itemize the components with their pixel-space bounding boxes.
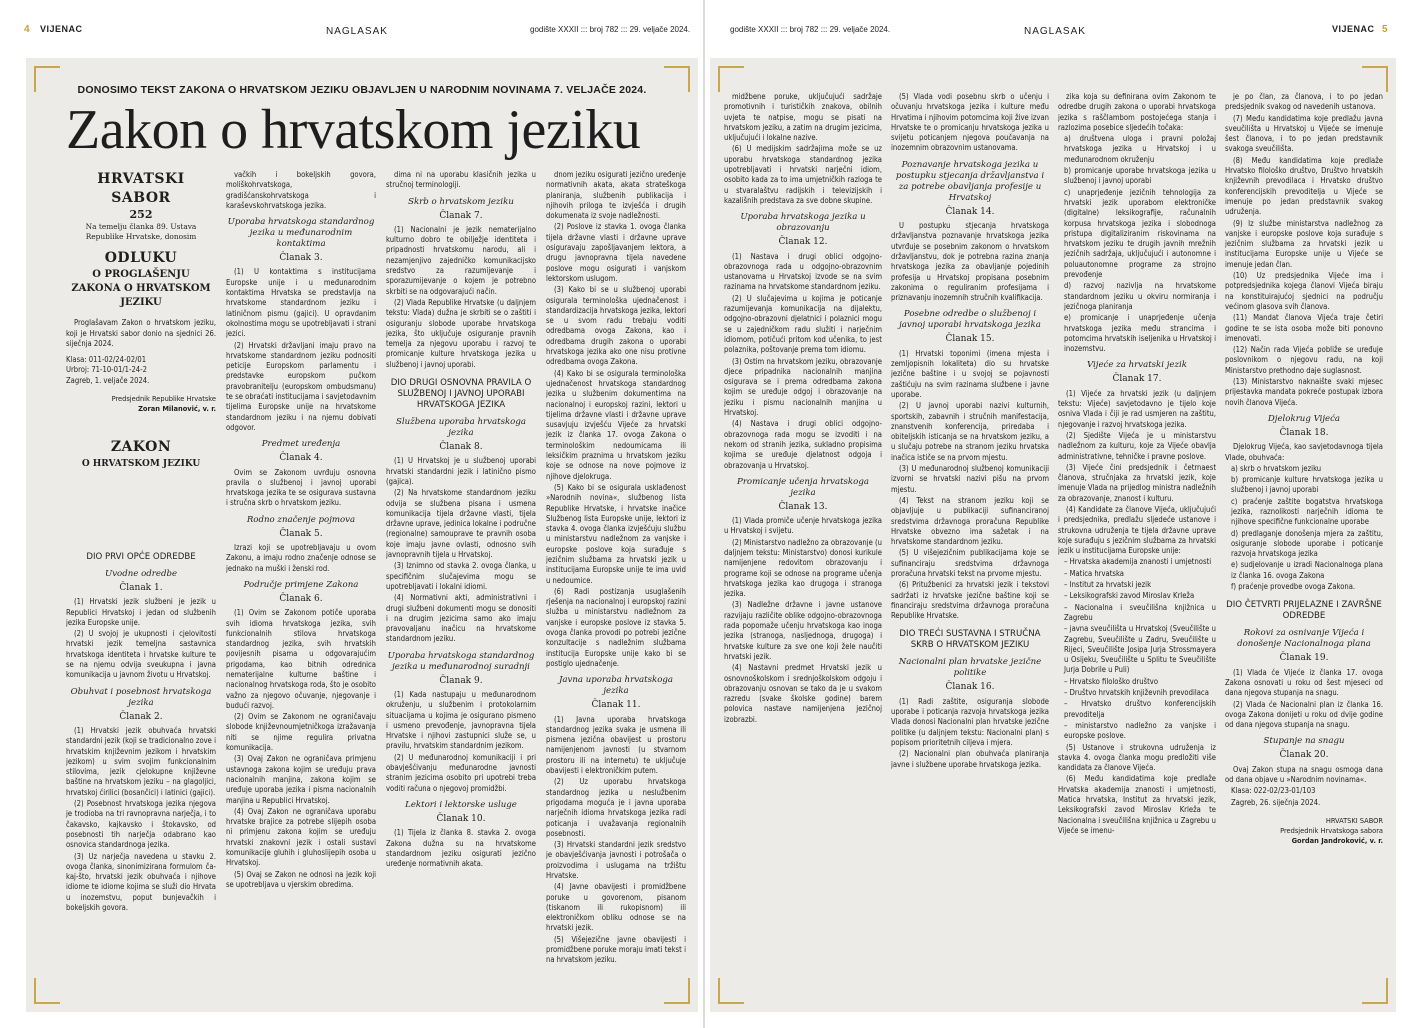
list-item: – ministarstvo nadležno za vanjske i europske poslove. — [1064, 720, 1216, 741]
sabor-block — [66, 170, 216, 580]
section-heading: Službena uporaba hrvatskoga jezika — [396, 417, 526, 439]
paragraph: (1) Nacionalni je jezik nematerijalno kulturno dobro te obilježje identiteta i pripadnosti hrvatskomu narodu, ali i nezamjenjivo zajedničko komunikacijsko sredstvo za razumijevanje i sporazumijevanje o kojem je potrebno skrbiti se na odgovarajući način. — [386, 224, 536, 296]
article-number: Članak 8. — [439, 442, 483, 453]
date: Zagreb, 1. veljače 2024. — [66, 375, 150, 385]
odluka-subheading: O PROGLAŠENJU ZAKONA O HRVATSKOM JEZIKU — [71, 269, 211, 309]
paragraph: (4) Nastava i drugi oblici odgojno-obrazovnoga rada mogu se izvoditi i na nekom od stranih jezika, sukladno propisima kojima se uređuje djelatnost odgoja i obrazovanja u Hrvatskoj. — [724, 419, 882, 470]
text-column-5 — [724, 92, 882, 1004]
ornament-corner — [34, 978, 60, 1004]
article-number: Članak 12. — [778, 237, 828, 248]
section-heading: Područje primjene Zakona — [243, 579, 359, 590]
paragraph: (4) Normativni akti, administrativni i drugi službeni dokumenti mogu se donositi i na drugim jezicima samo ako imaju pravovaljanu inačicu na hrvatskome standardnom jeziku. — [386, 593, 536, 644]
text-column-2 — [226, 170, 376, 1004]
article-number: Članak 4. — [279, 453, 323, 464]
paragraph: (1) Vijeće za hrvatski jezik (u daljnjem tekstu: Vijeće) savjetodavno je tijelo koje osniva Vlada i čiji je rad usmjeren na zaštitu, njegovanje i razvoj hrvatskoga jezika. — [1058, 388, 1216, 429]
paragraph: Izrazi koji se upotrebljavaju u ovom Zakonu, a imaju rodno značenje odnose se jednako na muški i ženski rod. — [226, 543, 376, 573]
paragraph: (4) Tekst na stranom jeziku koji se objavljuje u publikaciji sufinanciranoj sredstvima državnoga proračuna Republike Hrvatske obvezno ima sažetak i na hrvatskome standardnom jeziku. — [891, 495, 1049, 547]
section-heading: Uporaba hrvatskoga standardnog jezika u međunarodnim kontaktima — [227, 217, 375, 250]
paragraph: (4) Kako bi se osigurala terminološka ujednačenost hrvatskoga standardnog jezika u službenim dokumentima na nacionalnoj i europskoj razini, lektori u tijelima državne vlasti i državne uprave susavjuju izvješću Vijeće za hrvatski jezik iz članka 17. ovoga Zakona o terminološkim nedoumicama ili leksičkim praznima u hrvatskom jeziku koje se odnose na nove pojmove iz njihove djelokruga. — [546, 368, 686, 481]
urbroj: Urbroj: 71-10-01/1-24-2 — [66, 365, 147, 375]
page-header-left — [0, 0, 704, 44]
list-item: – Hrvatsko društvo konferencijskih prevoditelja — [1064, 699, 1216, 719]
section-heading: Rodno značenje pojmova — [246, 514, 356, 525]
list-item: c) praćenje zaštite bogatstva hrvatskoga jezika, raznolikosti narječnih idioma te njihove specifične funkcionalne uporabe — [1231, 496, 1383, 527]
article-number: Članak 14. — [945, 206, 995, 217]
section-heading: Posebne odredbe o službenoj i javnoj uporabi hrvatskoga jezika — [899, 309, 1041, 331]
section-heading: Poznavanje hrvatskoga jezika u postupku stjecanja državljanstva i za potrebe obavljanja profesije u Hrvatskoj — [895, 159, 1045, 203]
ornament-corner — [1362, 66, 1388, 92]
paragraph: (2) Uz uporabu hrvatskoga standardnog jezika u neslužbenim prigodama moguća je i javna uporaba narječnih idioma hrvatskoga jezika radi poticanja i uvažavanja regionalnih posebnosti. — [546, 777, 686, 838]
list-item: – Matica hrvatska — [1064, 568, 1124, 578]
page-number: 5 — [1382, 24, 1388, 35]
paragraph: (2) Hrvatski državljani imaju pravo na hrvatskome standardnom jeziku podnositi peticije Europskom parlamentu i predstavke europskom pučkom pravobranitelju (europskom ombudsmanu) te se obraćati institucijama i savjetodavnim tijelima Europske unije na hrvatskome standardnom jeziku i na njemu dobivati odgovor. — [226, 340, 376, 432]
masthead: VIJENAC — [40, 24, 83, 34]
article-number: Članak 19. — [1279, 653, 1329, 664]
list-item: e) sudjelovanje u izradi Nacionalnoga plana iz članka 16. ovoga Zakona — [1231, 560, 1383, 580]
page-fold — [703, 0, 705, 1028]
article-number: Članak 7. — [439, 210, 483, 221]
page-title: Zakon o hrvatskom jeziku — [66, 99, 641, 161]
paragraph: (1) Hrvatski toponimi (imena mjesta i zemljopisnih lokaliteta) dio su hrvatske jezične baštine i u svojoj se pojavnosti zaštićuju na svim razinama službene i javne uporabe. — [891, 348, 1049, 399]
section-heading: Djelokrug Vijeća — [1267, 413, 1341, 424]
article-number: Članak 17. — [1112, 374, 1162, 385]
section-label: NAGLASAK — [1024, 26, 1086, 37]
article-number: Članak 10. — [436, 813, 486, 824]
left-page-panel — [26, 58, 698, 1012]
paragraph: (3) Vijeće čini predsjednik i četrnaest članova, stručnjaka za hrvatski jezik, koje imenuje Vlada na prijedlog ministra nadležnih za obrazovanje, znanost i kulturu. — [1058, 462, 1216, 503]
paragraph: (2) U slučajevima u kojima je poticanje razumijevanja komunikacija na dijalektu, odgojno-obrazovni djelatnici i polaznici mogu se u zajedničkom radu služiti i narječnim idiomom, potičući pritom kod učenika, to jest polaznika, poštovanje prema tom idiomu. — [724, 293, 882, 355]
paragraph: Ovaj Zakon stupa na snagu osmoga dana od dana objave u »Narodnim novinama«. — [1225, 764, 1383, 785]
odluka-heading: ODLUKU — [104, 250, 178, 267]
text-column-3 — [386, 170, 536, 1004]
section-heading: Obuhvat i posebnost hrvatskoga jezika — [70, 686, 212, 708]
paragraph: (7) Među kandidatima koje predlažu javna sveučilišta u Hrvatskoj u Vijeće se imenuje šest članova, i to po jedan predstavnik svakoga sveučilišta. — [1225, 113, 1383, 154]
list-item: d) predlaganje donošenja mjera za zaštitu, osiguranje slobode uporabe i poticanje razvoja hrvatskoga jezika — [1231, 528, 1383, 559]
paragraph: (2) Ovim se Zakonom ne ograničavaju slobode književnoumjetničkoga izražavanja niti se njime regulira privatna komunikacija. — [226, 712, 376, 753]
paragraph: (1) Javna uporaba hrvatskoga standardnog jezika svaka je usmena ili pismena jezična obavijest u prostoru namijenjenom javnosti (u stvarnom prostoru ili na internetu) te uključuje obavijesti i elektroničkim putem. — [546, 714, 686, 776]
paragraph: (3) Nadležne državne i javne ustanove razvijaju različite oblike odgojno-obrazovnoga rada popomaže učenju hrvatskoga kao inoga jezika (stranoga, nasljednoga, drugoga) i hrvatske kulture za sve one koji žele naučiti hrvatski jezik. — [724, 600, 882, 661]
signoff-name: Gordan Jandroković, v. r. — [1291, 835, 1383, 845]
section-heading: Nacionalni plan hrvatske jezične politike — [898, 657, 1042, 679]
paragraph: (3) Ovaj Zakon ne ograničava primjenu ustavnoga zakona kojim se uređuju prava nacionalnih manjina, zakona kojim se uređuje uporaba jezika i pisma nacionalnih manjina u Republici Hrvatskoj. — [226, 754, 376, 805]
paragraph: (1) Ovim se Zakonom potiče uporaba svih idioma hrvatskoga jezika, svih funkcionalnih stilova hrvatskoga standardnog jezika, svih hrvatskih povijesnih pisama u odgovarajućim prigodama, kao bitnih odrednica nematerijalne kulturne baštine i nacionalnog hrvatskoga roda, što je osobito važno za njegovo očuvanje, njegovanje i budući razvoj. — [226, 608, 376, 710]
paragraph: midžbene poruke, uključujući sadržaje promotivnih i turističkih znakova, obilnih uvjeta te natpise, mogu se pisati na hrvatskom jeziku, a zatim na drugim jezicima, uključujući i lokalne nazive. — [724, 92, 882, 143]
list-item: – Društvo hrvatskih književnih prevodilaca — [1064, 688, 1209, 698]
law-subtitle: O HRVATSKOM JEZIKU — [81, 458, 201, 469]
signoff-sabor: HRVATSKI SABOR — [1325, 815, 1383, 825]
section-heading: Javna uporaba hrvatskoga jezika — [558, 675, 674, 697]
sabor-line1: HRVATSKI — [97, 171, 185, 187]
column-8-body — [1225, 92, 1383, 808]
paragraph: (9) Iz službe ministarstva nadležnog za vanjske i europske poslove koja surađuje s jezičnim službama za hrvatski jezik u institucijama Europske unije u Vijeće se imenuje jedan član. — [1225, 218, 1383, 269]
paragraph: (12) Način rada Vijeća pobliže se uređuje poslovnikom o njegovu radu, na koji Ministarstvo prethodno daje suglasnost. — [1225, 345, 1383, 375]
section-heading: Rokovi za osnivanje Vijeća i donošenje Nacionalnoga plana — [1237, 628, 1371, 650]
section-heading: Predmet uređenja — [261, 439, 341, 450]
list-item: – Hrvatska akademija znanosti i umjetnosti — [1064, 557, 1212, 567]
paragraph: (2) U svojoj je ukupnosti i cjelovitosti hrvatski jezik temeljna sastavnica hrvatskoga identiteta i hrvatske kulture te se na njemu odvija sveukupna i javna komunikacija u javnom životu u Hrvatskoj. — [66, 629, 216, 680]
paragraph: (5) Ustanove i strukovna udruženja iz stavka 4. ovoga članka mogu predložiti više kandidata za članove Vijeća. — [1058, 742, 1216, 773]
article-number: Članak 11. — [591, 700, 641, 711]
issue-info: godište XXXII ::: broj 782 ::: 29. veljače 2024. — [530, 25, 691, 34]
list-item: – Nacionalna i sveučilišna knjižnica u Zagrebu — [1064, 602, 1216, 622]
paragraph: (5) Višejezične javne obavijesti i promidžbene poruke moraju imati tekst i na hrvatskom jeziku. — [546, 934, 686, 965]
issue-info: godište XXXII ::: broj 782 ::: 29. veljače 2024. — [730, 25, 891, 34]
list-item: c) unaprjeđenje jezičnih tehnologija za hrvatski jezik uporabom elektroničke (digitalne) leksikografije, računalnih korpusa hrvatskoga jezika i slobodnoga pristupa digitaliziranim riskovinama na hrvatskom jeziku te drugih javnih mrežnih jezičnih sadržaja, uključujući i autonomne i poluautonomne programe za strojno prevođenje — [1064, 187, 1216, 280]
paragraph: (5) Kako bi se osigurala usklađenost »Narodnih novina«, službenog lista Republike Hrvatske, i hrvatske inačice Službenog lista Europske unije, lektori iz stavka 4. ovoga članka izvješćuju službu u ministarstvu nadležnom za vanjske i europske poslove koja surađuje s jezičnim službama za hrvatski jezik u institucijama Europske unije te ima uvid u nedoumice. — [546, 482, 686, 585]
paragraph: (5) Vlada vodi posebnu skrb o učenju i očuvanju hrvatskoga jezika i kulture među Hrvatima i njihovim potomcima koji žive izvan Hrvatske te o promicanju hrvatskoga jezika u svijetu poticanjem njegova poučavanja na inozemnim obrazovnim ustanovama. — [891, 92, 1049, 153]
president-title: Predsjednik Republike Hrvatske — [111, 394, 216, 404]
section-heading: Uporaba hrvatskoga jezika u obrazovanju — [740, 212, 866, 234]
paragraph: (1) Vlada će Vijeće iz članka 17. ovoga Zakona osnovati u roku od šest mjeseci od dana njegova stupanja na snagu. — [1225, 667, 1383, 698]
ornament-corner — [718, 66, 744, 92]
paragraph: U postupku stjecanja hrvatskoga državljanstva poznavanje hrvatskoga jezika utvrđuje se posebnim zakonom o hrvatskom državljanstvu, dok je potrebna razina znanja hrvatskoga jezika za obavljanje pojedinih profesija u Hrvatskoj propisana posebnim zakonima o reguliranim profesijama i priznavanju inozemnih stručnih kvalifikacija. — [891, 221, 1049, 303]
text-column-4 — [546, 170, 686, 1004]
article-number: Članak 20. — [1279, 750, 1329, 761]
paragraph: (8) Među kandidatima koje predlaže Hrvatsko filološko društvo, Društvo hrvatskih književnih prevodilaca i Hrvatsko društvo konferencijskih prevoditelja u Vijeće se imenuje po jedan predstavnik svakog udruženja. — [1225, 155, 1383, 217]
article-number: Članak 1. — [119, 583, 163, 593]
section-heading: Uvodne odredbe — [104, 569, 178, 579]
page-number: 4 — [24, 24, 30, 35]
section-label: NAGLASAK — [326, 26, 388, 37]
act-number: 252 — [129, 208, 153, 221]
masthead: VIJENAC — [1332, 24, 1375, 34]
paragraph: (3) U međunarodnoj službenoj komunikaciji izvorni se hrvatski nazivi pišu na prvom mjestu. — [891, 464, 1049, 494]
paragraph: (2) Sjedište Vijeća je u ministarstvu nadležnom za kulturu, koje za Vijeće obavlja administrativne, tehničke i pravne poslove. — [1058, 430, 1216, 461]
paragraph: (1) Nastava i drugi oblici odgojno-obrazovnoga rada u odgojno-obrazovnim ustanovama u Hrvatskoj izvode se na svim razinama na hrvatskome standardnom jeziku. — [724, 251, 882, 292]
list-item: b) promicanje uporabe hrvatskoga jezika u službenoj i javnoj uporabi — [1064, 166, 1216, 186]
section-heading: Promicanje učenja hrvatskoga jezika — [737, 476, 869, 498]
paragraph: (5) Ovaj se Zakon ne odnosi na jezik koji se upotrebljava u vjerskim obredima. — [226, 869, 376, 889]
article-number: Članak 9. — [439, 675, 483, 686]
article-number: Članak 2. — [119, 711, 163, 722]
law-title: ZAKON — [110, 438, 172, 455]
list-item: e) promicanje i unaprjeđenje učenja hrvatskoga jezika među strancima i potomcima hrvatskih iseljenika u Hrvatskoj i inozemstvu. — [1064, 313, 1216, 354]
section-heading: Lektori i lektorske usluge — [405, 799, 517, 810]
paragraph: dnom jeziku osigurati jezično uređenje normativnih akata, akata strateškoga planiranja, službenih publikacija i njihovih priloga te izvješća i drugih dokumenata iz svoje nadležnosti. — [546, 170, 686, 221]
list-item: – Leksikografski zavod Miroslav Krleža — [1064, 591, 1195, 601]
paragraph: (2) Vlada Republike Hrvatske (u daljnjem tekstu: Vlada) dužna je skrbiti se o zaštiti i osiguranju slobode uporabe hrvatskoga jezika, što uključuje osiguranje pravnih temelja za njegovu uporabu i razvoj te promicanje kulture hrvatskoga jezika u službenoj i javnoj uporabi. — [386, 297, 536, 369]
paragraph: (2) Poslove iz stavka 1. ovoga članka tijela državne vlasti i državne uprave osiguravaju zapošljavanjem lektora, a drugu javnopravna tijela navedene poslove mogu osigurati i vanjskom lektorskom uslugom. — [546, 222, 686, 283]
article-number: Članak 16. — [945, 682, 995, 693]
text-column-1 — [66, 544, 216, 1004]
article-number: Članak 15. — [945, 334, 995, 345]
text-column-6 — [891, 92, 1049, 1004]
paragraph: (2) U međunarodnoj komunikaciji i pri obavješćivanju međunarodne javnosti stranim jezicima osobito pri upotrebi treba voditi računa o njegovoj promidžbi. — [386, 752, 536, 793]
sabor-line2: SABOR — [111, 190, 171, 206]
list-item: – Institut za hrvatski jezik — [1064, 580, 1152, 590]
paragraph: (4) Nastavni predmet Hrvatski jezik u osnovnoškolskom i srednjoškolskom odgoju i obrazovanju osnovan se tako da je u svakom razredu (svake školske godine) barem polovica nastave namijenjena jezičnoj izobrazbi. — [724, 663, 882, 724]
list-item: – Hrvatsko filološko društvo — [1064, 676, 1159, 686]
paragraph: (6) U medijskim sadržajima može se uz uporabu hrvatskoga standardnog jezika upotrebljavati i hrvatski narječni idiom, osobito kada za to ima umjetničkih razloga te u stvaralaštvu radijskih i televizijskih i kazališnih predstava za sve dobne skupine. — [724, 144, 882, 205]
paragraph: (6) Radi postizanja usuglašenih rješenja na nacionalnoj i europskoj razini služba u ministarstvu nadležnom za vanjske i europske poslove iz stavka 5. ovoga članka provodi po potrebi jezične konzultacije s nadležnim službama institucija Europske unije kako bi se postiglo ujednačenje. — [546, 586, 686, 668]
paragraph: (2) Vlada će Nacionalni plan iz članka 16. ovoga Zakona donijeti u roku od dvije godine od dana njegova stupanja na snagu. — [1225, 699, 1383, 730]
paragraph: Ovim se Zakonom uvrđuju osnovna pravila o službenoj i javnoj uporabi hrvatskoga jezika te se osigurava sustavna i stručna skrb o hrvatskom jeziku. — [226, 467, 376, 508]
paragraph: (1) Tijela iz članka 8. stavka 2. ovoga Zakona dužna su na hrvatskome standardnom jeziku osigurati jezično uređenje normativnih akata. — [386, 828, 536, 869]
paragraph: (2) Posebnost hrvatskoga jezika njegova je trodioba na tri ravnopravna narječja, i to čakavsko, kajkavsko i štokavsko, od posebnosti tih narječja odabrano kao osnovica standardnoga jezika. — [66, 799, 216, 850]
paragraph: (13) Ministarstvo naknaište svaki mjesec prijestavka mandata pokreće postupak izbora novih članova Vijeća. — [1225, 377, 1383, 407]
paragraph: (4) Kandidate za članove Vijeća, uključujući i predsjednika, predlažu sljedeće ustanove i strukovna udruženja te tijela državne uprave koje surađuju s jezičnim službama za hrvatski jezik u institucijama Europske unije: — [1058, 504, 1216, 556]
president-name: Zoran Milanović, v. r. — [138, 403, 216, 413]
paragraph: (10) Uz predsjednika Vijeće ima i potpredsjednika kojega članovi Vijeća biraju na konstituirajućoj sjednici na području većinom glasova svih članova. — [1225, 271, 1383, 311]
part-heading: DIO DRUGI OSNOVNA PRAVILA O SLUŽBENOJ I JAVNOJ UPORABI HRVATSKOGA JEZIKA — [390, 378, 532, 411]
part-heading: DIO TREĆI SUSTAVNA I STRUČNA SKRB O HRVATSKOM JEZIKU — [899, 629, 1041, 651]
paragraph: dima ni na uporabu klasičnih jezika u stručnoj terminologiji. — [386, 170, 536, 190]
paragraph: (1) U kontaktima s institucijama Europske unije i u međunarodnim kontaktima Hrvatska se predstavlja na hrvatskome standardnom jeziku i latiničnom pismu (gajici). U opravdanim okolnostima mogu se upotrebljavati i strani jezici. — [226, 267, 376, 339]
list-item: – javna sveučilišta u Hrvatskoj (Sveučilište u Zagrebu, Sveučilište u Zadru, Sveučilište u Rijeci, Sveučilište Josipa Jurja Strossmayera u Osijeku, Sveučilište u Splitu te Sveučilište Jurja Dobrile u Puli) — [1064, 624, 1216, 675]
article-number: Članak 18. — [1279, 427, 1329, 438]
paragraph: (1) Kada nastupaju u međunarodnom okruženju, u službenim i protokolarnim situacijama u kojima je osigurano pismeno i usmeno prevođenje, javnopravna tijela Hrvatske i njihovi zastupnici služe se, u pravilu, hrvatskim standardnim jezikom. — [386, 689, 536, 751]
paragraph: (6) Među kandidatima koje predlaže Hrvatska akademija znanosti i umjetnosti, Matica hrvatska, Institut za hrvatski jezik, Leksikografski zavod Miroslav Krleža te Nacionalna i sveučilišna knjižnica u Zagrebu u Vijeće se imenu- — [1058, 774, 1216, 835]
text-column-8 — [1225, 92, 1383, 1004]
section-heading: Vijeće za hrvatski jezik — [1087, 360, 1187, 371]
paragraph: (3) Iznimno od stavka 2. ovoga članka, u specifičnim slučajevima mogu se upotrebljavati i lokalni idiomi. — [386, 561, 536, 591]
article-number: Članak 13. — [778, 501, 828, 512]
list-item: a) društvena uloga i pravni položaj hrvatskoga jezika u Hrvatskoj i u međunarodnom okruženju — [1064, 134, 1216, 164]
page-header-right — [704, 0, 1407, 44]
proclamation-text: Proglašavam Zakon o hrvatskom jeziku, koji je Hrvatski sabor donio na sjednici 26. siječnja 2024. — [66, 318, 216, 348]
paragraph: (6) Pritužbenici za hrvatski jezik i tekstovi sadržati iz hrvatske jezične baštine koji se financiraju sredstvima državnoga proračuna Republike Hrvatske. — [891, 580, 1049, 621]
article-number: Članak 6. — [279, 593, 323, 604]
paragraph: zika koja su definirana ovim Zakonom te odredbe drugih zakona o uporabi hrvatskoga jezika s raščlambom postojećega stanja i razlozima posebice sljedećih točaka: — [1058, 92, 1216, 132]
kicker: DONOSIMO TEKST ZAKONA O HRVATSKOM JEZIKU OBJAVLJEN U NARODNIM NOVINAMA 7. VELJAČE 2024. — [77, 84, 647, 96]
paragraph: (2) Nacionalni plan obuhvaća planiranja javne i službene uporabe hrvatskoga jezika. — [891, 749, 1049, 769]
list-item: Zagreb, 26. siječnja 2024. — [1231, 797, 1321, 807]
text-column-7 — [1058, 92, 1216, 1004]
paragraph: (2) Ministarstvo nadležno za obrazovanje (u daljnjem tekstu: Ministarstvo) donosi kurikule namijenjene redovitom obrazovanju i programe koji se odnose na programe učenja hrvatskoga jezika kao drugoga i stranoga jezika. — [724, 537, 882, 599]
paragraph: (3) Ostim na hrvatskom jeziku, obrazovanje djece pripadnika nacionalnih manjina osigurava se i prema odredbama zakona kojim se uređuje odgoj i obrazovanje na jeziku i pismu nacionalnih manjina u Hrvatskoj. — [724, 356, 882, 418]
paragraph: je po član, za članova, i to po jedan predsjednik svakog od navedenih ustanova. — [1225, 92, 1383, 112]
paragraph: (3) Hrvatski standardni jezik sredstvo je obavješćivanja javnosti i potrošača o proizvodima i uslugama na tržištu Hrvatske. — [546, 840, 686, 880]
section-heading: Uporaba hrvatskoga standardnog jezika u međunarodnoj suradnji — [387, 650, 535, 672]
legal-basis: Na temelju članka 89. Ustava Republike Hrvatske, donosim — [85, 222, 197, 241]
list-item: f) praćenje provedbe ovoga Zakona. — [1231, 582, 1356, 592]
section-heading: Stupanje na snagu — [1263, 736, 1345, 747]
paragraph: (1) Radi zaštite, osiguranja slobode uporabe i poticanja razvoja hrvatskoga jezika Vlada donosi Nacionalni plan hrvatske jezične politike (u daljnjem tekstu: Nacionalni plan) s popisom prioritetnih ciljeva i mjera. — [891, 696, 1049, 747]
list-item: d) razvoj nazivlja na hrvatskome standardnom jeziku u okviru normiranja i jezičnoga planiranja — [1064, 281, 1216, 311]
paragraph: vačkih i bokeljskih govora, moliškohrvatskoga, gradišćanskohrvatskoga i karaševskohrvatskoga jezika. — [226, 170, 376, 210]
list-item: Klasa: 022-02/23-01/103 — [1231, 786, 1316, 796]
paragraph: (5) U višejezičnim publikacijama koje se sufinanciraju sredstvima državnoga proračuna hrvatski tekst na prvome mjestu. — [891, 548, 1049, 578]
article-number: Članak 5. — [279, 528, 323, 539]
paragraph: (4) Javne obavijesti i promidžbene poruke u govorenom, pisanom (tiskanom ili rukopisnom) ili elektroničkom obliku odnose se na hrvatski jezik. — [546, 882, 686, 933]
klasa: Klasa: 011-02/24-02/01 — [66, 355, 147, 365]
paragraph: (3) Kako bi se u službenoj uporabi osigurala terminološka ujednačenost i standardizacija hrvatskoga jezika, lektori se u svom radu trebaju voditi odredbama ovoga Zakona, kao i odredbama drugih zakona o uporabi hrvatskoga jezika ako one nisu protivne odredbama ovoga Zakona. — [546, 285, 686, 367]
paragraph: Djelokrug Vijeća, kao savjetodavnoga tijela Vlade, obuhvaća: — [1225, 442, 1383, 462]
right-page-panel — [710, 58, 1396, 1012]
paragraph: (2) U javnoj uporabi nazivi kulturnih, sportskih, zabavnih i stručnih manifestacija, znanstvenih konferencija, priredaba i obiteljskih isticanja se na hrvatskom jeziku, a u slučaju potrebe na stranom jeziku hrvatska inačica ističe se na prvom mjestu. — [891, 401, 1049, 462]
paragraph: (11) Mandat članova Vijeća traje četiri godine te se ista osoba može biti ponovno imenovati. — [1225, 313, 1383, 343]
paragraph: (1) Hrvatski jezik obuhvaća hrvatski standardni jezik (koji se tradicionalno zove i hrvatskim književnim jezikom i hrvatskim jezikom) u svim svojim funkcionalnim stilovima, jezik cjelokupne književne baštine na hrvatskom jeziku – na glagoljici, hrvatskoj ćirilici (bosančici) i latinici (gajici). — [66, 725, 216, 797]
list-item: b) promicanje kulture hrvatskoga jezika u službenoj i javnoj uporabi — [1231, 475, 1383, 495]
paragraph: (1) U Hrvatskoj je u službenoj uporabi hrvatski standardni jezik i latinično pismo (gajica). — [386, 456, 536, 486]
article-number: Članak 3. — [279, 253, 323, 264]
paragraph: (1) Hrvatski jezik službeni je jezik u Republici Hrvatskoj i jedan od službenih jezika Europske unije. — [66, 597, 216, 627]
part-heading: DIO ČETVRTI PRIJELAZNE I ZAVRŠNE ODREDBE — [1226, 600, 1382, 622]
list-item: a) skrb o hrvatskom jeziku — [1231, 463, 1322, 473]
paragraph: (3) Uz narječja navedena u stavku 2. ovoga članka, sinonimizirana formulom ča-kaj-što, hrvatski jezik obuhvaća i njihove idiome te idiome kojima se služi dio Hrvata u inozemstvu, poput bunjevačkih i bokeljskih govora. — [66, 851, 216, 913]
section-heading: Skrb o hrvatskom jeziku — [408, 196, 514, 207]
signoff-title: Predsjednik Hrvatskoga sabora — [1280, 825, 1383, 835]
part-heading: DIO PRVI OPĆE ODREDBE — [86, 552, 196, 562]
paragraph: (4) Ovaj Zakon ne ograničava uporabu hrvatske brajice za potrebe slijepih osoba ni primjenu zakona kojim se uređuju hrvatski znakovni jezik i ostali sustavi komunikacije gluhih i gluhoslijepih osoba u Hrvatskoj. — [226, 806, 376, 868]
paragraph: (2) Na hrvatskome standardnom jeziku odvija se službena pisana i usmena komunikacija tijela državne vlasti, tijela državne uprave, jedinica lokalne i područne (regionalne) samouprave te pravnih osoba koje imaju javne ovlasti, odnosno svih javnopravnih tijela u Hrvatskoj. — [386, 488, 536, 560]
paragraph: (1) Vlada promiče učenje hrvatskoga jezika u Hrvatskoj i svijetu. — [724, 516, 882, 536]
